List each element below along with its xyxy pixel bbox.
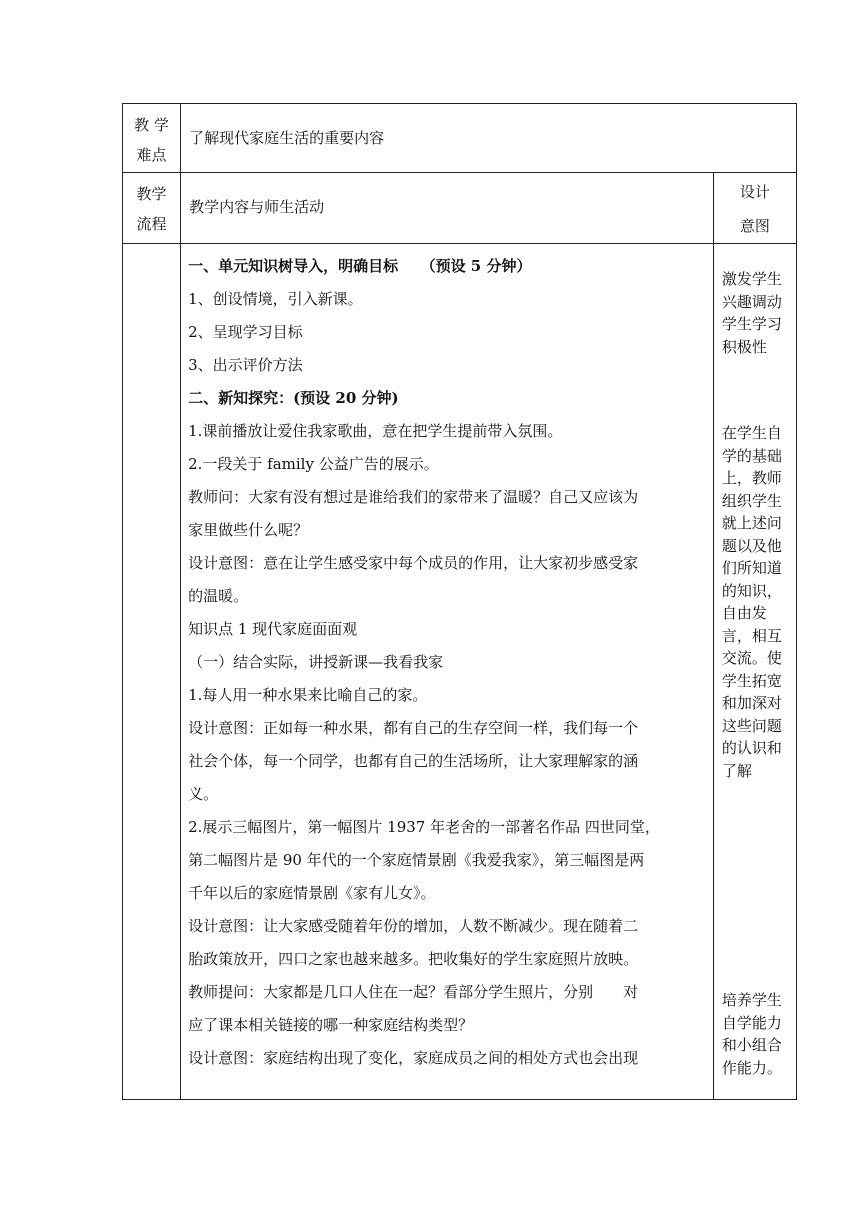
content-line: 一、单元知识树导入，明确目标 （预设 5 分钟） xyxy=(188,257,532,275)
difficulty-row xyxy=(123,104,797,173)
difficulty-text: 了解现代家庭生活的重要内容 xyxy=(189,129,385,147)
content-body-cell xyxy=(181,244,714,1100)
content-line: 知识点 1 现代家庭面面观 xyxy=(188,620,358,638)
content-heading-cell xyxy=(181,173,714,244)
content-line: 的温暖。 xyxy=(188,587,249,605)
content-line: （一）结合实际，讲授新课—我看我家 xyxy=(188,653,444,671)
process-label-cell xyxy=(123,173,181,244)
content-line: 设计意图：意在让学生感受家中每个成员的作用，让大家初步感受家 xyxy=(188,554,639,572)
content-line: 应了课本相关链接的哪一种家庭结构类型？ xyxy=(188,1016,474,1034)
design-note-3: 培养学生自学能力和小组合作能力。 xyxy=(721,991,782,1077)
content-body xyxy=(181,244,713,1075)
intent-label-line2: 意图 xyxy=(739,217,770,235)
process-label-line1: 教学 xyxy=(136,185,167,203)
process-header-row xyxy=(123,173,797,244)
content-heading: 教学内容与师生活动 xyxy=(189,198,325,216)
empty-process-cell xyxy=(123,244,181,1100)
notes-cell xyxy=(713,244,796,1100)
content-line: 设计意图：家庭结构出现了变化，家庭成员之间的相处方式也会出现 xyxy=(188,1049,639,1067)
content-line: 2.展示三幅图片，第一幅图片 1937 年老舍的一部著名作品 四世同堂， xyxy=(188,818,660,836)
intent-label-cell xyxy=(713,173,796,244)
content-line: 二、新知探究：(预设 20 分钟) xyxy=(188,389,399,407)
difficulty-label-line1: 教 学 xyxy=(134,116,169,134)
content-line: 社会个体，每一个同学，也都有自己的生活场所，让大家理解家的涵 xyxy=(188,752,639,770)
lesson-plan-table xyxy=(122,103,797,1100)
design-note-1: 激发学生兴趣调动学生学习积极性 xyxy=(721,270,782,356)
process-body-row xyxy=(123,244,797,1100)
difficulty-label-line2: 难点 xyxy=(136,146,167,164)
content-line: 1.每人用一种水果来比喻自己的家。 xyxy=(188,686,428,704)
content-line: 教师提问：大家都是几口人住在一起？看部分学生照片，分别 对 xyxy=(188,983,639,1001)
content-line: 教师问：大家有没有想过是谁给我们的家带来了温暖？自己又应该为 xyxy=(188,488,639,506)
design-note-2: 在学生自学的基础上，教师组织学生就上述问题以及他们所知道的知识，自由发言，相互交流。使学生拓宽和加深对这些问题的认识和了解 xyxy=(721,424,782,780)
content-line: 2、呈现学习目标 xyxy=(188,323,303,341)
content-line: 1、创设情境，引入新课。 xyxy=(188,290,363,308)
content-line: 胎政策放开，四口之家也越来越多。把收集好的学生家庭照片放映。 xyxy=(188,950,639,968)
content-line: 1.课前播放让爱住我家歌曲，意在把学生提前带入氛围。 xyxy=(188,422,563,440)
difficulty-label-cell xyxy=(123,104,181,173)
content-line: 千年以后的家庭情景剧《家有儿女》。 xyxy=(188,884,436,902)
difficulty-text-cell xyxy=(181,104,797,173)
content-line: 设计意图：让大家感受随着年份的增加，人数不断减少。现在随着二 xyxy=(188,917,639,935)
content-line: 义。 xyxy=(188,785,219,803)
process-label-line2: 流程 xyxy=(136,215,167,233)
intent-label-line1: 设计 xyxy=(739,183,770,201)
content-line: 3、出示评价方法 xyxy=(188,356,303,374)
content-line: 家里做些什么呢？ xyxy=(188,521,309,539)
content-line: 2.一段关于 family 公益广告的展示。 xyxy=(188,455,439,473)
content-line: 第二幅图片是 90 年代的一个家庭情景剧《我爱我家》，第三幅图是两 xyxy=(188,851,645,869)
content-line: 设计意图：正如每一种水果，都有自己的生存空间一样，我们每一个 xyxy=(188,719,639,737)
